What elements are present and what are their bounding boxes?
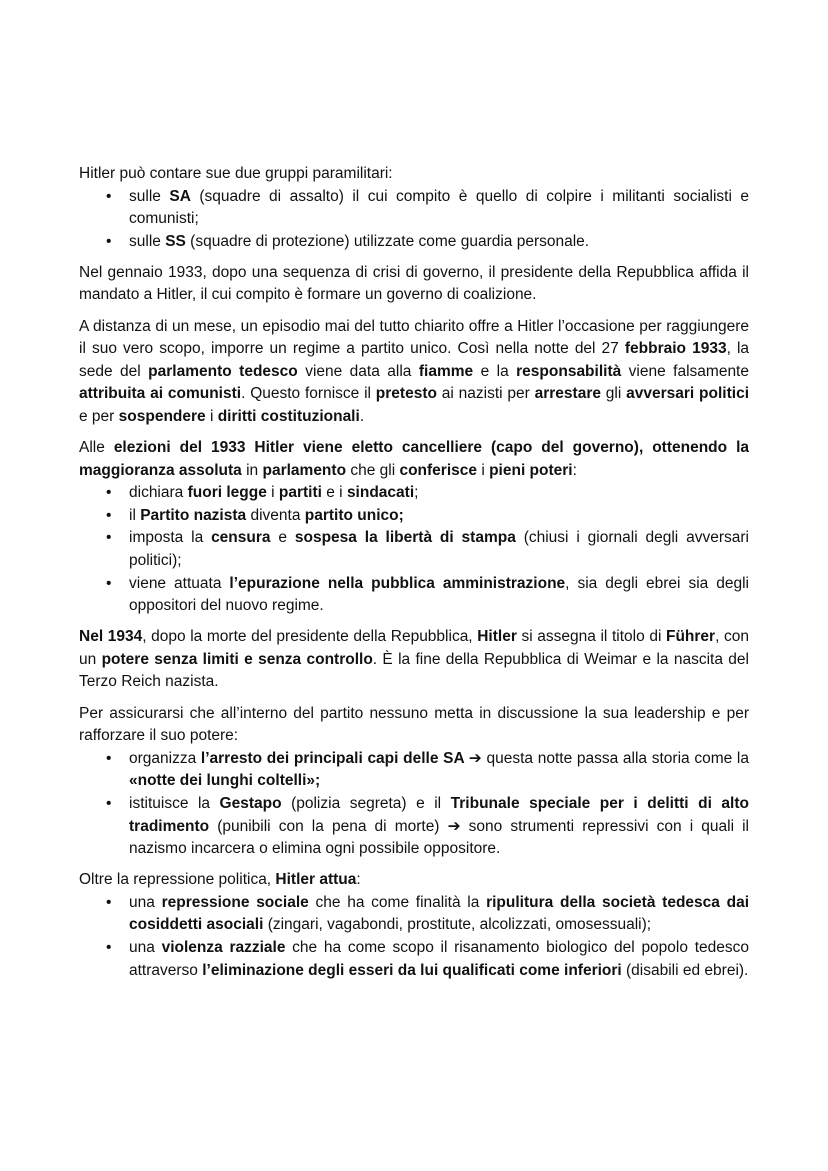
bold-text: Tribunale speciale per i delitti di alto tradimento xyxy=(129,794,754,835)
bold-text: elezioni del 1933 Hitler viene eletto cancelliere (capo del governo), ottenendo la maggioranza assoluta xyxy=(79,439,754,479)
bold-text: diritti costituzionali xyxy=(217,407,360,425)
text-run: (punibili con la pena di morte) xyxy=(209,817,448,835)
text-run: diventa xyxy=(246,506,305,524)
list-item xyxy=(129,573,754,618)
bold-text: pretesto xyxy=(375,385,437,403)
bold-text: ➔ xyxy=(447,817,461,835)
text-run: e per xyxy=(79,385,754,425)
paragraph xyxy=(79,437,754,482)
text-run: si assegna il titolo di xyxy=(516,628,666,646)
text-run: viene attuata xyxy=(129,574,230,592)
list-item xyxy=(129,748,754,793)
bold-text: censura xyxy=(211,529,271,547)
text-run: questa notte passa alla storia come la xyxy=(481,749,754,767)
text-run: una xyxy=(129,893,162,911)
text-run: gli xyxy=(600,385,627,403)
bold-text: SS xyxy=(165,232,186,250)
bold-text: parlamento xyxy=(262,461,347,479)
bold-text: ripulitura della società tedesca dai cosiddetti asociali xyxy=(129,893,754,934)
text-run: e xyxy=(270,529,295,547)
bold-text: potere senza limiti e senza controllo xyxy=(101,650,373,668)
bullet-list xyxy=(79,482,754,618)
paragraph xyxy=(79,626,754,694)
text-run: A distanza di un mese, un episodio mai del tutto chiarito offre a Hitler l’occasione per raggiungere il suo vero scopo, imporre un regime a partito unico. Così nella notte del 27 xyxy=(79,317,754,358)
text-run: in xyxy=(241,461,263,479)
list-item xyxy=(129,937,754,982)
bold-text: sindacati xyxy=(346,484,415,502)
bold-text: Hitler attua xyxy=(275,871,357,889)
text-run: , sia degli ebrei sia degli oppositori del nuovo regime. xyxy=(129,574,754,615)
text-run: una xyxy=(129,939,162,956)
text-run: : xyxy=(356,871,361,889)
paragraph xyxy=(79,163,749,186)
list-item xyxy=(129,793,754,861)
text-run: che gli xyxy=(346,461,400,479)
bold-text: fiamme xyxy=(418,362,474,380)
text-run: istituisce la xyxy=(129,794,220,812)
text-run: i xyxy=(477,461,490,479)
bold-text: conferisce xyxy=(399,461,478,479)
text-run: Nel gennaio 1933, dopo una sequenza di crisi di governo, il presidente della Repubblica affida il mandato a Hitler, il cui compito è formare un governo di coalizione. xyxy=(79,263,754,304)
bold-text: fuori legge xyxy=(187,484,267,502)
text-run: (zingari, vagabondi, prostitute, alcolizzati, omosessuali); xyxy=(263,916,652,934)
text-run: sulle xyxy=(129,232,166,250)
bold-text: «notte dei lunghi coltelli»; xyxy=(129,772,321,790)
list-item xyxy=(129,527,754,572)
paragraph xyxy=(79,316,754,429)
text-run: . È la fine della Repubblica di Weimar e la nascita del Terzo Reich nazista. xyxy=(79,650,754,691)
text-run: (disabili ed ebrei). xyxy=(621,961,749,979)
text-run: (chiusi i giornali degli avversari politici); xyxy=(129,529,754,569)
bold-text: Führer xyxy=(666,628,716,646)
text-run: ; xyxy=(414,484,419,502)
text-run: Per assicurarsi che all’interno del partito nessuno metta in discussione la sua leadership e per rafforzare il suo potere: xyxy=(79,704,754,745)
text-run: Alle xyxy=(79,439,114,457)
paragraph xyxy=(79,869,749,892)
bold-text: l’arresto dei principali capi delle SA ➔ xyxy=(200,749,482,767)
list-item xyxy=(129,892,754,937)
bold-text: SA xyxy=(169,187,191,205)
bold-text: avversari politici xyxy=(626,385,749,403)
text-run: dichiara xyxy=(129,484,188,502)
text-run: . xyxy=(359,407,365,425)
text-run: sono strumenti repressivi con i quali il nazismo incarcera o elimina ogni possibile oppositore. xyxy=(129,817,754,858)
text-run: che ha come scopo il risanamento biologico del popolo tedesco attraverso xyxy=(129,939,754,979)
bold-text: febbraio 1933 xyxy=(624,340,727,358)
bold-text: partiti xyxy=(278,484,322,502)
list-item xyxy=(129,482,749,505)
text-run: : xyxy=(572,461,577,479)
paragraph xyxy=(79,262,754,307)
list-item xyxy=(129,231,749,254)
text-run: il xyxy=(129,506,141,524)
bold-text: partito unico; xyxy=(304,506,404,524)
list-item xyxy=(129,505,749,528)
bold-text: l’epurazione nella pubblica amministrazione xyxy=(229,574,566,592)
bold-text: arrestare xyxy=(534,385,601,403)
text-run: che ha come finalità la xyxy=(308,893,487,911)
text-run: . Questo fornisce il xyxy=(241,385,376,403)
bold-text: Gestapo xyxy=(219,794,282,812)
bold-text: Hitler xyxy=(477,628,517,646)
bold-text: Nel 1934 xyxy=(79,628,143,646)
bullet-list xyxy=(79,748,754,861)
text-run: i xyxy=(266,484,279,502)
bold-text: Partito nazista xyxy=(140,506,247,524)
text-run: ai nazisti per xyxy=(436,385,535,403)
text-run: , dopo la morte del presidente della Repubblica, xyxy=(142,628,478,646)
text-run: e la xyxy=(473,362,517,380)
bold-text: repressione sociale xyxy=(161,893,309,911)
bold-text: pieni poteri xyxy=(489,461,573,479)
text-run: i xyxy=(205,407,218,425)
bold-text: responsabilità xyxy=(516,362,622,380)
text-run: Hitler può contare sue due gruppi paramilitari: xyxy=(79,165,393,182)
list-item xyxy=(129,186,754,231)
text-run: (polizia segreta) e il xyxy=(281,794,451,812)
text-run: (squadre di protezione) utilizzate come guardia personale. xyxy=(185,232,590,250)
text-run: , la sede del xyxy=(79,340,754,380)
bold-text: parlamento tedesco xyxy=(148,362,298,380)
text-run: , con un xyxy=(79,628,754,668)
bold-text: sospesa la libertà di stampa xyxy=(294,529,516,547)
bold-text: violenza razziale xyxy=(161,939,286,956)
bullet-list xyxy=(79,892,754,982)
text-run: viene falsamente xyxy=(621,362,754,380)
text-run: sulle xyxy=(129,187,170,205)
bold-text: attribuita ai comunisti xyxy=(79,385,242,403)
text-run: organizza xyxy=(129,749,201,767)
text-run: e i xyxy=(321,484,347,502)
bold-text: sospendere xyxy=(118,407,206,425)
text-run: imposta la xyxy=(129,529,212,547)
text-run: viene data alla xyxy=(297,362,419,380)
text-run: Oltre la repressione politica, xyxy=(79,871,276,889)
text-run: (squadre di assalto) il cui compito è quello di colpire i militanti socialisti e comunisti; xyxy=(129,187,754,228)
document-body xyxy=(79,163,754,991)
paragraph xyxy=(79,703,754,748)
bold-text: l’eliminazione degli esseri da lui qualificati come inferiori xyxy=(202,961,622,979)
bullet-list xyxy=(79,186,754,254)
